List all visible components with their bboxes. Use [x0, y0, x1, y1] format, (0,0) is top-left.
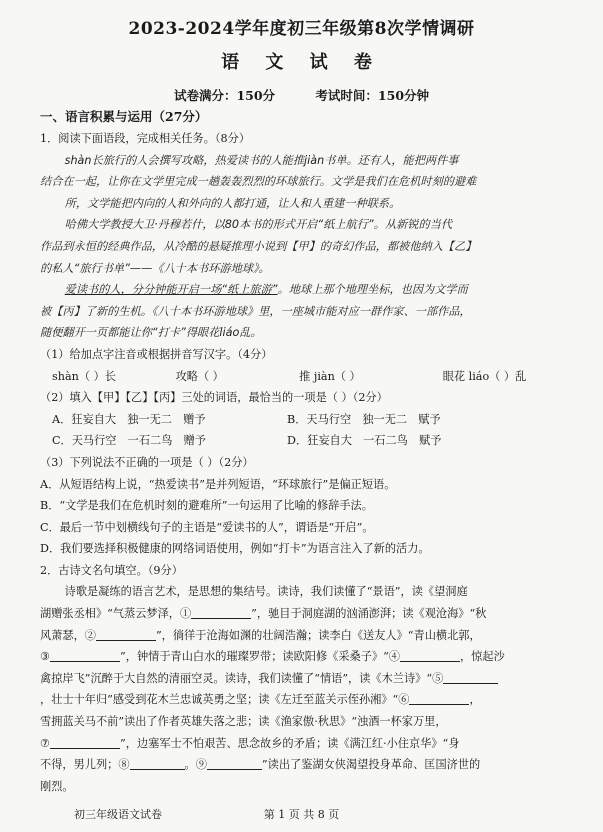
subject-title: 语 文 试 卷 [221, 52, 382, 73]
underlined-sentence: 爱读书的人，分分钟能开启一场“纸上旅游” [64, 283, 278, 297]
answer-blank-1[interactable] [191, 604, 251, 619]
sub-question-1: （1）给加点字注音或根据拼音写汉字。（4分） [40, 347, 273, 361]
answer-blank-7[interactable] [50, 734, 120, 749]
sub-question-2: （2）填入【甲】【乙】【丙】三处的词语，最恰当的一项是（ ）（2分） [40, 391, 388, 405]
option-row [40, 430, 588, 452]
answer-blank-2[interactable] [96, 626, 156, 641]
pinyin-item: 推 jiàn（ ） [299, 369, 361, 383]
poem-line: ⑦ ”，边塞军士不怕艰苦、思念故乡的矛盾；读《满江红·小住京华》“身 [40, 733, 588, 755]
option-b: B．“文学是我们在危机时刻的避难所”一句运用了比喻的修辞手法。 [40, 499, 373, 513]
option-a: A．狂妄自大 独一无二 赠予 [52, 412, 206, 426]
page-number: 第 1 页 共 8 页 [263, 808, 340, 821]
passage-line: 的私人“旅行书单”——《八十本书环游地球》。 [40, 261, 270, 275]
pinyin-item: shàn（ ）长 [52, 369, 116, 383]
passage-line: 所，文学能把内向的人和外向的人都打通，让人和人重建一种联系。 [64, 196, 401, 210]
passage-line: 结合在一起，让你在文学里完成一趟轰轰烈烈的环球旅行。文学是我们在危机时刻的避难 [40, 175, 477, 189]
exam-title: 2023-2024学年度初三年级第8次学情调研 [128, 19, 475, 39]
answer-blank-6[interactable] [409, 690, 469, 705]
poem-line: 雪拥蓝关马不前”读出了作者英雄失落之悲；读《渔家傲·秋思》“浊酒一杯家万里， [40, 715, 447, 729]
passage-line: shàn长旅行的人会撰写攻略，热爱读书的人能推jiàn书单。还有人，能把两件事 [64, 153, 459, 167]
option-c: C．天马行空 一石二鸟 赠予 [52, 434, 206, 448]
answer-blank-8[interactable] [130, 755, 185, 770]
pinyin-item: 攻略（ ） [175, 369, 224, 383]
section-heading: 一、语言积累与运用（27分） [40, 109, 208, 124]
poem-line: ，壮士十年归”感受到花木兰忠诚英勇之坚；读《左迁至蓝关示侄孙湘》“⑥ ， [40, 689, 588, 711]
option-d: D．我们要选择积极健康的网络词语使用，例如“打卡”为语言注入了新的活力。 [40, 542, 430, 556]
passage-line: 作品到永恒的经典作品，从冷酷的悬疑推理小说到【甲】的奇幻作品，都被他纳入【乙】 [40, 239, 477, 253]
answer-blank-9[interactable] [207, 755, 262, 770]
exam-time: 考试时间：150分钟 [315, 88, 430, 103]
option-c: C．最后一节中划横线句子的主语是“爱读书的人”，谓语是“开启”。 [40, 520, 374, 534]
answer-blank-4[interactable] [400, 647, 460, 662]
sub-question-3: （3）下列说法不正确的一项是（ ）（2分） [40, 455, 254, 469]
option-a: A．从短语结构上说，“热爱读书”是并列短语，“环球旅行”是偏正短语。 [40, 477, 396, 491]
question-body [40, 128, 588, 797]
answer-blank-5[interactable] [443, 669, 498, 684]
poem-line: 风萧瑟，② ”，徜徉于沧海如渊的壮阔浩瀚；读李白《送友人》“青山横北郭， [40, 625, 588, 647]
poem-line: 禽掠岸飞”沉醉于大自然的清丽空灵。读诗，我们读懂了“情语”，读《木兰诗》“⑤ [40, 668, 588, 690]
pinyin-items [40, 366, 588, 388]
passage-line: 被【丙】了新的生机。《八十本书环游地球》里，一座城市能对应一群作家、一部作品， [40, 304, 471, 318]
exam-meta [0, 86, 603, 104]
passage-line: 爱读书的人，分分钟能开启一场“纸上旅游”。地球上那个地理坐标，也因为文学而 [64, 283, 468, 297]
footer-label: 初三年级语文试卷 [74, 808, 162, 821]
option-row [40, 409, 588, 431]
question-2-prompt: 2．古诗文名句填空。（9分） [40, 563, 183, 577]
option-b: B．天马行空 独一无二 赋予 [287, 412, 441, 426]
passage-line: 随便翻开一页都能让你“打卡”得眼花liáo乱。 [40, 326, 262, 340]
poem-line: 湖赠张丞相》“气蒸云梦泽，① ”，驰目于洞庭湖的汹涌澎湃；读《观沧海》“秋 [40, 603, 588, 625]
option-d: D．狂妄自大 一石二鸟 赋予 [287, 434, 442, 448]
answer-blank-3[interactable] [50, 647, 120, 662]
poem-line: 不得，男儿列；⑧ 。⑨ ”读出了鉴湖女侠渴望投身革命、匡国济世的 [40, 754, 588, 776]
poem-line: ③ ”，钟情于青山白水的璀璨罗带；读欧阳修《采桑子》“④ ，惊起沙 [40, 646, 588, 668]
full-marks: 试卷满分：150分 [173, 88, 276, 103]
poem-line: 诗歌是凝练的语言艺术，是思想的集结号。读诗，我们读懂了“景语”，读《望洞庭 [64, 585, 468, 599]
pinyin-item: 眼花 liáo（ ）乱 [442, 369, 527, 383]
passage-line: 哈佛大学教授大卫·丹穆若什，以80本书的形式开启“纸上航行”。从新锐的当代 [64, 218, 453, 232]
poem-line: 刚烈。 [40, 779, 74, 793]
question-1-prompt: 1．阅读下面语段，完成相关任务。（8分） [40, 132, 251, 145]
